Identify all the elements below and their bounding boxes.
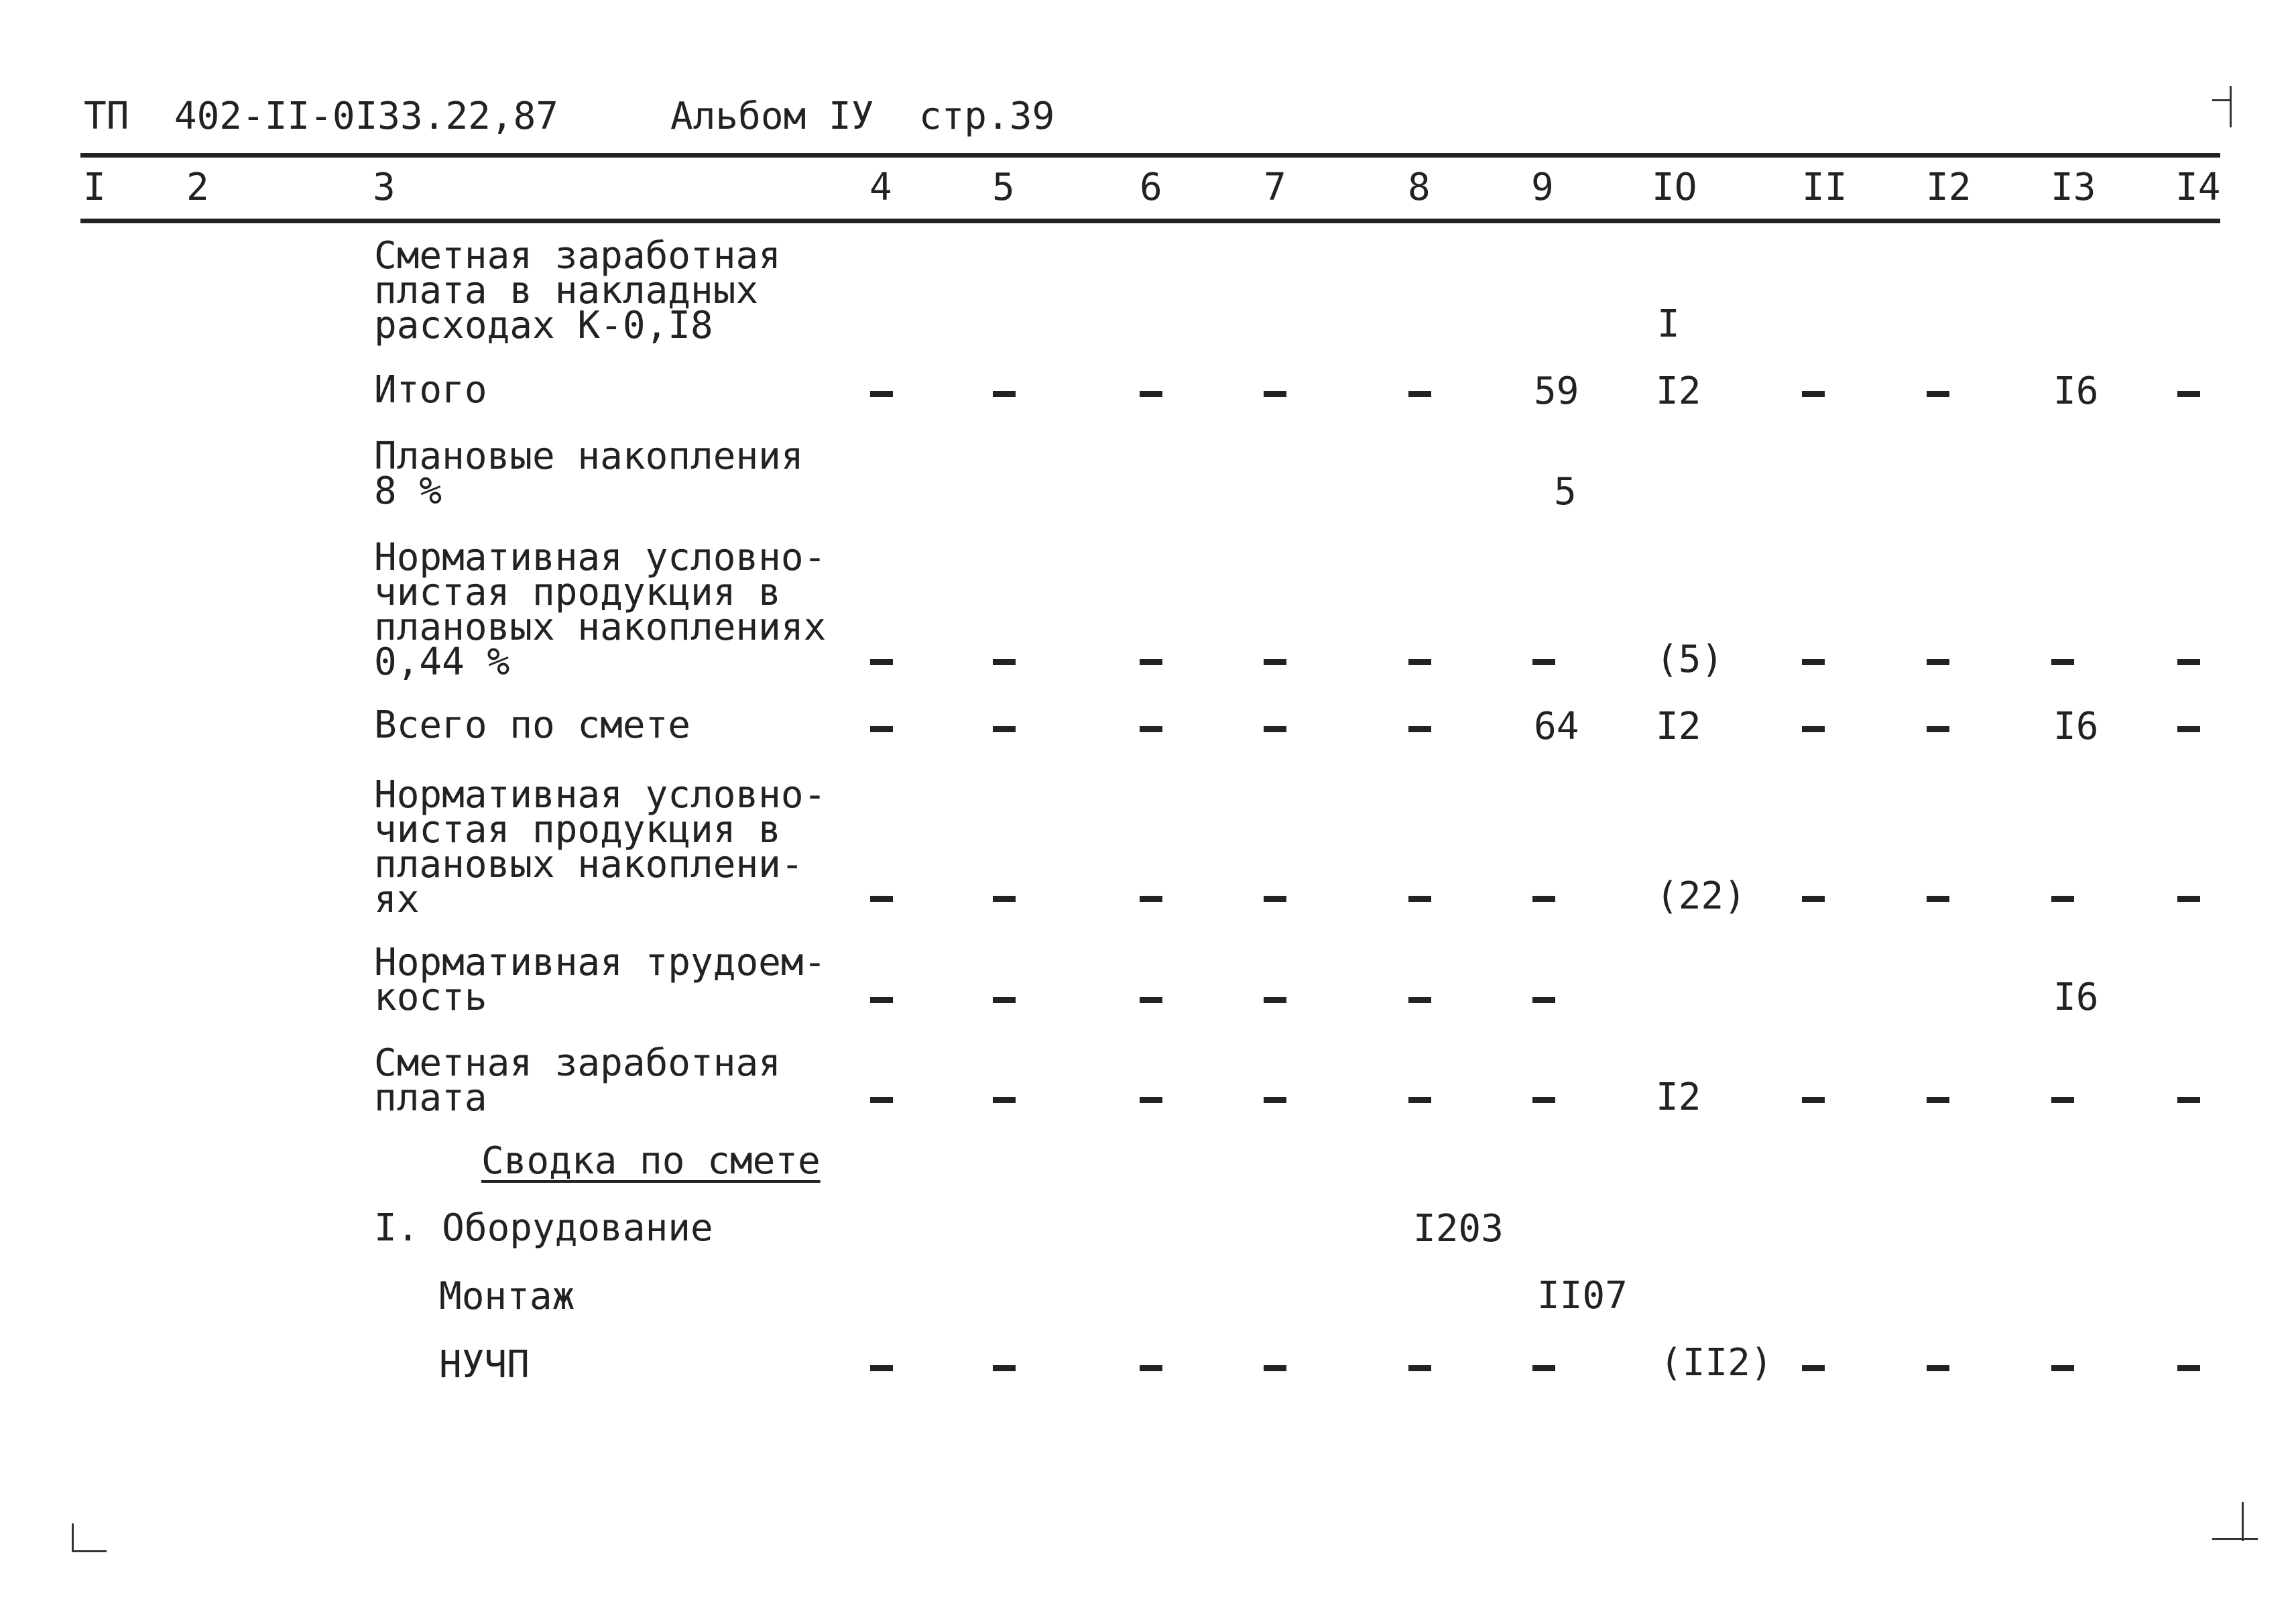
corner-mark-top-right-tick — [2212, 99, 2231, 101]
dash-cell — [2177, 896, 2200, 902]
row-label: Сметная заработная плата — [374, 1041, 781, 1120]
col-8: 8 — [1408, 166, 1431, 209]
row-value: I2 — [1656, 1076, 1701, 1119]
row-label: Итого — [374, 368, 487, 412]
col-11: II — [1802, 166, 1848, 209]
dash-cell — [870, 659, 893, 665]
album-page: Альбом IУ стр.39 — [670, 95, 1055, 138]
col-12: I2 — [1926, 166, 1972, 209]
row-value: (22) — [1656, 874, 1746, 918]
dash-cell — [1532, 1097, 1555, 1103]
equipment-label: I. Оборудование — [374, 1206, 713, 1250]
col-6: 6 — [1140, 166, 1162, 209]
col-1: I — [83, 166, 106, 209]
dash-cell — [1408, 896, 1431, 902]
dash-cell — [870, 1097, 893, 1103]
equipment-value: I203 — [1413, 1207, 1504, 1251]
dash-cell — [1264, 997, 1286, 1003]
dash-cell — [1927, 896, 1949, 902]
dash-cell — [1140, 1365, 1162, 1371]
dash-cell — [1264, 896, 1286, 902]
dash-cell — [993, 1365, 1016, 1371]
col-10: IO — [1652, 166, 1697, 209]
mount-value: II07 — [1537, 1274, 1628, 1318]
dash-cell — [870, 726, 893, 732]
dash-cell — [1408, 659, 1431, 665]
dash-cell — [1408, 1365, 1431, 1371]
row-label: Нормативная трудоем- кость — [374, 941, 827, 1019]
header-rule — [80, 153, 2220, 158]
dash-cell — [1140, 896, 1162, 902]
dash-cell — [2177, 659, 2200, 665]
dash-cell — [2177, 1365, 2200, 1371]
dash-cell — [1802, 1365, 1825, 1371]
mount-label: Монтаж — [439, 1275, 575, 1318]
dash-cell — [2177, 726, 2200, 732]
dash-cell — [993, 659, 1016, 665]
corner-mark-top-right — [2230, 86, 2232, 127]
dash-cell — [1408, 1097, 1431, 1103]
dash-cell — [870, 896, 893, 902]
dash-cell — [1927, 391, 1949, 397]
dash-cell — [1802, 896, 1825, 902]
dash-cell — [870, 1365, 893, 1371]
dash-cell — [1927, 659, 1949, 665]
row-value: 5 — [1554, 470, 1577, 514]
dash-cell — [1408, 997, 1431, 1003]
dash-cell — [1532, 1365, 1555, 1371]
row-value: I2 — [1656, 369, 1701, 413]
row-label: Плановые накопления 8 % — [374, 434, 804, 513]
dash-cell — [1927, 726, 1949, 732]
col-14: I4 — [2175, 166, 2221, 209]
dash-cell — [1140, 1097, 1162, 1103]
row-value: I6 — [2053, 976, 2099, 1019]
col-7: 7 — [1264, 166, 1286, 209]
row-value: I — [1657, 302, 1680, 346]
dash-cell — [1140, 997, 1162, 1003]
nuchp-label: НУЧП — [439, 1343, 530, 1387]
doc-code: ТП 402-II-0I33.22,87 — [84, 95, 559, 138]
dash-cell — [1264, 1365, 1286, 1371]
dash-cell — [1532, 997, 1555, 1003]
dash-cell — [1408, 391, 1431, 397]
col-3: 3 — [373, 166, 396, 209]
dash-cell — [1802, 659, 1825, 665]
dash-cell — [1264, 1097, 1286, 1103]
col-9: 9 — [1531, 166, 1554, 209]
row-label: Нормативная условно- чистая продукция в плановых накоплениях 0,44 % — [374, 536, 827, 684]
row-label: Всего по смете — [374, 703, 691, 747]
dash-cell — [1532, 896, 1555, 902]
row-value: I6 — [2053, 705, 2099, 748]
dash-cell — [1264, 726, 1286, 732]
dash-cell — [1140, 726, 1162, 732]
dash-cell — [2051, 1097, 2074, 1103]
dash-cell — [2177, 391, 2200, 397]
col-4: 4 — [869, 166, 892, 209]
nuchp-value: (II2) — [1660, 1341, 1773, 1385]
dash-cell — [1532, 659, 1555, 665]
row-label: Сметная заработная плата в накладных расходах К-0,I8 — [374, 234, 781, 347]
col-2: 2 — [186, 166, 209, 209]
dash-cell — [1802, 726, 1825, 732]
dash-cell — [1927, 1097, 1949, 1103]
dash-cell — [1264, 391, 1286, 397]
corner-mark-bottom-left — [72, 1523, 74, 1552]
dash-cell — [1140, 659, 1162, 665]
dash-cell — [2051, 896, 2074, 902]
dash-cell — [1264, 659, 1286, 665]
dash-cell — [1802, 391, 1825, 397]
dash-cell — [993, 726, 1016, 732]
col-5: 5 — [992, 166, 1015, 209]
col-13: I3 — [2051, 166, 2096, 209]
dash-cell — [993, 391, 1016, 397]
dash-cell — [2051, 1365, 2074, 1371]
dash-cell — [2051, 659, 2074, 665]
dash-cell — [870, 997, 893, 1003]
dash-cell — [993, 1097, 1016, 1103]
row-value: 59 — [1534, 369, 1579, 413]
columns-rule — [80, 219, 2220, 223]
summary-title: Сводка по смете — [481, 1139, 821, 1183]
dash-cell — [993, 896, 1016, 902]
dash-cell — [1408, 726, 1431, 732]
dash-cell — [1802, 1097, 1825, 1103]
dash-cell — [993, 997, 1016, 1003]
corner-mark-bottom-right — [2242, 1502, 2244, 1541]
row-value: 64 — [1534, 705, 1579, 748]
row-value: (5) — [1656, 638, 1724, 681]
dash-cell — [1140, 391, 1162, 397]
corner-mark-bottom-left-tick — [72, 1550, 107, 1552]
row-value: I2 — [1656, 705, 1701, 748]
corner-mark-bottom-right-tick — [2212, 1538, 2258, 1540]
dash-cell — [2177, 1097, 2200, 1103]
row-value: I6 — [2053, 369, 2099, 413]
dash-cell — [870, 391, 893, 397]
row-label: Нормативная условно- чистая продукция в плановых накоплени- ях — [374, 773, 827, 921]
dash-cell — [1927, 1365, 1949, 1371]
